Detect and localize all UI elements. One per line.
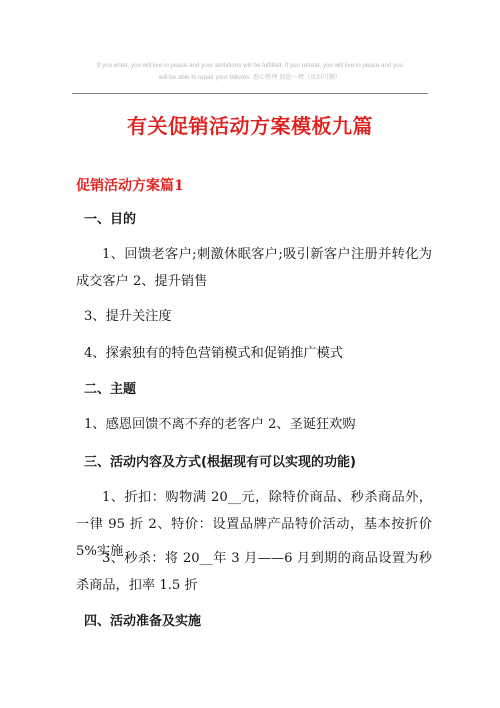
heading-purpose: 一、目的 [84,212,137,227]
header-note-line2: will be able to repair your failures. 悉心整理 助您一臂（页眉可删） [158,74,342,81]
heading-preparation: 四、活动准备及实施 [84,614,202,629]
document-title: 有关促销活动方案模板九篇 [127,114,373,138]
paragraph-activity-3: 3、秒杀：将 20__年 3 月——6 月到期的商品设置为秒杀商品，扣率 1.5 折 [76,551,432,593]
paragraph-theme-1: 1、感恩回馈不离不弃的老客户 2、圣诞狂欢购 [84,417,356,432]
paragraph-purpose-4: 4、探索独有的特色营销模式和促销推广模式 [84,346,343,361]
paragraph-purpose-3: 3、提升关注度 [84,309,172,324]
heading-activity-content: 三、活动内容及方式(根据现有可以实现的功能) [84,455,356,470]
heading-theme: 二、主题 [84,382,137,397]
paragraph-purpose-1: 1、回馈老客户;刺激休眠客户;吸引新客户注册并转化为成交客户 2、提升销售 [76,247,432,289]
header-divider [72,93,428,94]
paragraph-activity-1: 1、折扣：购物满 20__元，除特价商品、秒杀商品外，一律 95 折 2、特价：设置品牌产品特价活动，基本按折价 5%实施 [76,490,432,559]
section-title: 促销活动方案篇1 [76,178,184,194]
header-note-line1: If you enter, you will live in peace and your ambitions will be fulfilled. If you retreat, you will live in peace and you [96,62,404,69]
